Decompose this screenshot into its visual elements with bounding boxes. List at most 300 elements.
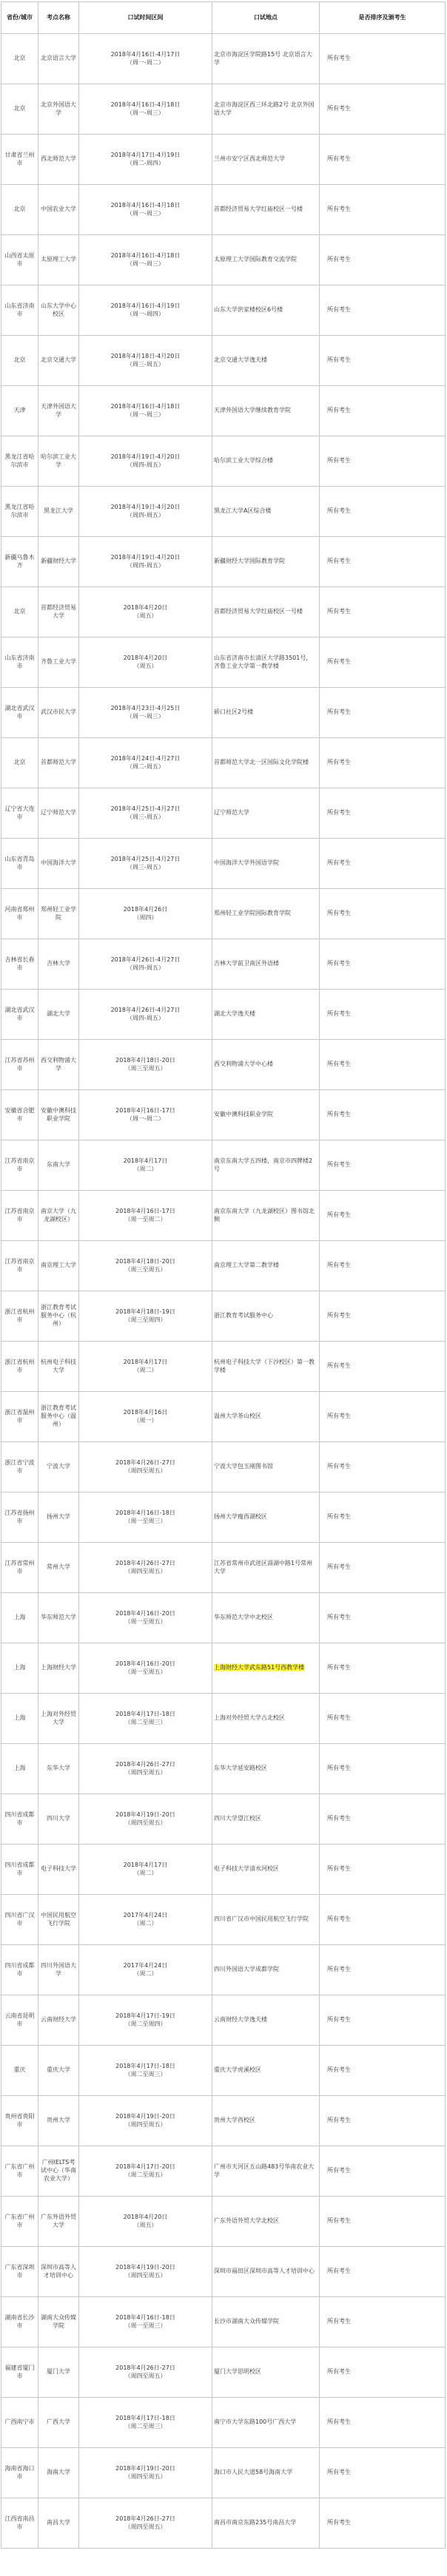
location-cell bbox=[212, 1945, 320, 1995]
location-text: 江苏省常州市武进区滆湖中路1号常州大学 bbox=[214, 1559, 313, 1575]
time-cell bbox=[79, 1845, 212, 1895]
province-cell bbox=[1, 285, 38, 336]
location-text: 辽宁师范大学 bbox=[214, 809, 249, 817]
center-text: 扬州大学 bbox=[47, 1513, 70, 1521]
center-cell bbox=[38, 1643, 79, 1694]
province-cell bbox=[1, 1744, 38, 1794]
note-text: 所有考生 bbox=[327, 1111, 351, 1118]
date-text: 2018年4月17日 bbox=[123, 1157, 168, 1164]
location-text: 西交利物浦大学中心楼 bbox=[214, 1061, 273, 1068]
time-cell bbox=[79, 1895, 212, 1945]
note-cell bbox=[320, 537, 446, 587]
date-text: 2018年4月26日-27日 bbox=[115, 1559, 175, 1566]
location-cell bbox=[212, 2297, 320, 2347]
time-cell bbox=[79, 2096, 212, 2146]
province-cell bbox=[1, 990, 38, 1040]
location-text: 北京市海淀区学院路15号 北京语言大学 bbox=[214, 50, 312, 66]
location-text: 浙江教育考试服务中心 bbox=[214, 1312, 273, 1319]
center-cell bbox=[38, 1291, 79, 1342]
province-cell bbox=[1, 2297, 38, 2347]
note-text: 所有考生 bbox=[327, 2016, 351, 2024]
note-cell bbox=[320, 1090, 446, 1140]
note-text: 所有考生 bbox=[327, 2519, 351, 2526]
location-cell bbox=[212, 1140, 320, 1191]
center-cell bbox=[38, 1543, 79, 1593]
note-cell bbox=[320, 487, 446, 537]
province-text: 安徽省合肥市 bbox=[4, 1106, 35, 1122]
center-cell bbox=[38, 1794, 79, 1845]
table-row bbox=[1, 1945, 446, 1995]
table-row bbox=[1, 1342, 446, 1392]
center-text: 天津外国语大学 bbox=[41, 402, 76, 418]
date-text: 2018年4月18日-4月20日 bbox=[110, 352, 181, 359]
center-text: 海南大学 bbox=[47, 2469, 70, 2476]
note-text: 所有考生 bbox=[327, 910, 351, 917]
note-text: 所有考生 bbox=[327, 1312, 351, 1319]
center-text: 湖北大学 bbox=[47, 1010, 70, 1018]
date-text: 2018年4月17日-18日 bbox=[115, 2414, 175, 2421]
time-cell bbox=[79, 1995, 212, 2046]
date-text: 2017年4月24日 bbox=[123, 1961, 168, 1969]
table-row bbox=[1, 990, 446, 1040]
center-cell bbox=[38, 1744, 79, 1794]
province-text: 上海 bbox=[13, 1714, 26, 1722]
date-text: 2018年4月16日-20日 bbox=[115, 1609, 175, 1617]
province-cell bbox=[1, 487, 38, 537]
date-text: 2018年4月16日-4月18日 bbox=[110, 201, 181, 209]
note-cell bbox=[320, 1543, 446, 1593]
date-text: 2017年4月24日 bbox=[123, 1911, 168, 1919]
location-cell bbox=[212, 1291, 320, 1342]
note-cell bbox=[320, 2146, 446, 2197]
location-cell bbox=[212, 1040, 320, 1090]
province-text: 广西南宁市 bbox=[4, 2418, 35, 2426]
date-text: 2018年4月17日 bbox=[123, 1861, 168, 1868]
location-text: 扬州大学瘦西湖校区 bbox=[214, 1513, 267, 1521]
table-row bbox=[1, 1392, 446, 1442]
center-cell bbox=[38, 235, 79, 285]
time-cell bbox=[79, 2297, 212, 2347]
time-cell bbox=[79, 2247, 212, 2297]
location-text: 哈尔滨工业大学综合楼 bbox=[214, 457, 273, 464]
weekday-text: （周一至周五） bbox=[124, 1668, 167, 1675]
center-text: 吉林大学 bbox=[47, 960, 70, 967]
center-cell bbox=[38, 1140, 79, 1191]
note-cell bbox=[320, 1744, 446, 1794]
center-text: 北京语言大学 bbox=[41, 55, 76, 62]
time-cell bbox=[79, 34, 212, 84]
note-cell bbox=[320, 1291, 446, 1342]
time-cell bbox=[79, 990, 212, 1040]
location-cell bbox=[212, 738, 320, 788]
location-cell bbox=[212, 1643, 320, 1694]
note-cell bbox=[320, 1895, 446, 1945]
center-text: 南昌大学 bbox=[47, 2519, 70, 2526]
weekday-text: （周三至周五） bbox=[124, 1265, 167, 1273]
note-text: 所有考生 bbox=[327, 2066, 351, 2074]
province-text: 浙江省宁波市 bbox=[4, 1458, 35, 1474]
note-cell bbox=[320, 788, 446, 839]
date-text: 2018年4月26日-27日 bbox=[115, 1458, 175, 1466]
center-text: 新疆财经大学 bbox=[41, 558, 76, 565]
date-text: 2018年4月19日-4月20日 bbox=[110, 453, 181, 460]
location-cell bbox=[212, 1995, 320, 2046]
note-text: 所有考生 bbox=[327, 1765, 351, 1772]
center-text: 常州大学 bbox=[47, 1563, 70, 1571]
time-cell bbox=[79, 939, 212, 990]
table-row bbox=[1, 2448, 446, 2498]
weekday-text: （周二） bbox=[133, 1165, 158, 1172]
location-text: 宁波大学包玉刚图书馆 bbox=[214, 1463, 273, 1470]
center-cell bbox=[38, 1895, 79, 1945]
page bbox=[1, 0, 446, 2549]
time-cell bbox=[79, 235, 212, 285]
location-cell bbox=[212, 939, 320, 990]
note-text: 所有考生 bbox=[327, 407, 351, 414]
center-cell bbox=[38, 135, 79, 185]
center-cell bbox=[38, 1492, 79, 1543]
location-text: 温州大学茶山校区 bbox=[214, 1413, 261, 1420]
date-text: 2018年4月26日-27日 bbox=[115, 2364, 175, 2371]
center-text: 北京外国语大学 bbox=[41, 101, 76, 116]
weekday-text: （周二-周四） bbox=[127, 159, 164, 166]
weekday-text: （周四至周五） bbox=[124, 2372, 167, 2379]
date-text: 2018年4月19日-4月20日 bbox=[110, 553, 181, 561]
center-text: 上海财经大学 bbox=[41, 1664, 76, 1671]
note-cell bbox=[320, 2247, 446, 2297]
time-cell bbox=[79, 1744, 212, 1794]
table-row bbox=[1, 587, 446, 638]
province-cell bbox=[1, 839, 38, 889]
time-cell bbox=[79, 2146, 212, 2197]
time-cell bbox=[79, 1040, 212, 1090]
province-text: 江苏省南京市 bbox=[4, 1157, 35, 1172]
table-row bbox=[1, 235, 446, 285]
center-text: 广州IELTS考试中心（华南农业大学） bbox=[41, 2159, 76, 2182]
note-text: 所有考生 bbox=[327, 1916, 351, 1923]
weekday-text: （周二） bbox=[133, 1919, 158, 1927]
date-text: 2018年4月17日-18日 bbox=[115, 2062, 175, 2069]
weekday-text: （周一-周三） bbox=[127, 109, 164, 116]
header-row bbox=[1, 2, 446, 34]
weekday-text: （周二至周三） bbox=[124, 2422, 167, 2430]
location-cell bbox=[212, 537, 320, 587]
center-text: 杭州电子科技大学 bbox=[41, 1358, 76, 1373]
province-cell bbox=[1, 1694, 38, 1744]
note-text: 所有考生 bbox=[327, 608, 351, 615]
center-text: 中国海洋大学 bbox=[41, 859, 76, 867]
location-text: 天津外国语大学继续教育学院 bbox=[214, 407, 291, 414]
note-cell bbox=[320, 1995, 446, 2046]
center-cell bbox=[38, 436, 79, 487]
note-text: 所有考生 bbox=[327, 206, 351, 213]
location-text: 首都经济贸易大学红庙校区一号楼 bbox=[214, 206, 303, 213]
table-row bbox=[1, 939, 446, 990]
center-cell bbox=[38, 185, 79, 235]
table-row bbox=[1, 2398, 446, 2448]
location-text: 南京东南大学五四楼，南京市四牌楼2号 bbox=[214, 1157, 313, 1172]
weekday-text: （周三-周五） bbox=[127, 360, 164, 368]
province-cell bbox=[1, 2046, 38, 2096]
center-cell bbox=[38, 1342, 79, 1392]
center-text: 广东外语外贸大学 bbox=[41, 2213, 76, 2228]
province-cell bbox=[1, 1492, 38, 1543]
note-cell bbox=[320, 1945, 446, 1995]
note-cell bbox=[320, 386, 446, 436]
time-cell bbox=[79, 2197, 212, 2247]
date-text: 2018年4月24日-4月27日 bbox=[110, 754, 181, 762]
note-cell bbox=[320, 2448, 446, 2498]
center-text: 宁波大学 bbox=[47, 1463, 70, 1470]
weekday-text: （周四-周五） bbox=[127, 561, 164, 569]
province-text: 新疆乌鲁木齐 bbox=[4, 553, 35, 569]
province-cell bbox=[1, 638, 38, 688]
center-text: 深圳市高等人才培训中心 bbox=[41, 2263, 76, 2279]
time-cell bbox=[79, 839, 212, 889]
weekday-text: （周四至周五） bbox=[124, 1467, 167, 1474]
province-text: 辽宁省大连市 bbox=[4, 805, 35, 820]
date-text: 2018年4月26日-4月27日 bbox=[110, 1006, 181, 1013]
center-text: 西交利物浦大学 bbox=[41, 1056, 76, 1072]
table-row bbox=[1, 1744, 446, 1794]
date-text: 2018年4月17日 bbox=[123, 1358, 168, 1365]
province-text: 海南省海口市 bbox=[4, 2464, 35, 2480]
note-cell bbox=[320, 1241, 446, 1291]
note-cell bbox=[320, 84, 446, 135]
location-cell bbox=[212, 638, 320, 688]
center-cell bbox=[38, 1241, 79, 1291]
center-text: 齐鲁工业大学 bbox=[41, 658, 76, 666]
province-text: 山东省青岛市 bbox=[4, 855, 35, 871]
date-text: 2018年4月16日-20日 bbox=[115, 1660, 175, 1667]
location-text: 南昌市南京东路235号南昌大学 bbox=[214, 2519, 297, 2526]
province-cell bbox=[1, 1090, 38, 1140]
center-cell bbox=[38, 738, 79, 788]
location-cell bbox=[212, 2498, 320, 2549]
province-cell bbox=[1, 1140, 38, 1191]
note-text: 所有考生 bbox=[327, 1664, 351, 1671]
province-text: 北京 bbox=[13, 759, 26, 766]
table-header bbox=[1, 2, 446, 34]
province-cell bbox=[1, 436, 38, 487]
time-cell bbox=[79, 1392, 212, 1442]
note-cell bbox=[320, 839, 446, 889]
center-text: 重庆大学 bbox=[47, 2066, 70, 2074]
table-row bbox=[1, 1040, 446, 1090]
weekday-text: （周一至周五） bbox=[124, 1617, 167, 1625]
date-text: 2018年4月19日-20日 bbox=[115, 2464, 175, 2472]
center-text: 北京交通大学 bbox=[41, 356, 76, 364]
time-cell bbox=[79, 1945, 212, 1995]
province-text: 重庆 bbox=[13, 2066, 26, 2074]
weekday-text: （周五） bbox=[133, 612, 158, 619]
location-cell bbox=[212, 1845, 320, 1895]
table-row bbox=[1, 386, 446, 436]
center-cell bbox=[38, 1040, 79, 1090]
note-text: 所有考生 bbox=[327, 1714, 351, 1722]
note-cell bbox=[320, 1593, 446, 1643]
table-row bbox=[1, 1543, 446, 1593]
center-cell bbox=[38, 285, 79, 336]
table-row bbox=[1, 185, 446, 235]
center-text: 四川大学 bbox=[47, 1815, 70, 1822]
time-cell bbox=[79, 1442, 212, 1492]
time-cell bbox=[79, 738, 212, 788]
weekday-text: （周三-周五） bbox=[127, 863, 164, 871]
location-text: 山东省济南市长清区大学路3501号，齐鲁工业大学第一教学楼 bbox=[214, 654, 312, 669]
date-text: 2018年4月16日-17日 bbox=[115, 1207, 175, 1214]
province-text: 上海 bbox=[13, 1664, 26, 1671]
date-text: 2018年4月16日-4月19日 bbox=[110, 302, 181, 309]
province-cell bbox=[1, 1291, 38, 1342]
center-cell bbox=[38, 587, 79, 638]
center-cell bbox=[38, 889, 79, 939]
note-text: 所有考生 bbox=[327, 809, 351, 817]
date-text: 2018年4月16日-18日 bbox=[115, 2313, 175, 2321]
date-text: 2018年4月19日-20日 bbox=[115, 2263, 175, 2271]
location-cell bbox=[212, 839, 320, 889]
note-text: 所有考生 bbox=[327, 1061, 351, 1068]
center-text: 中国民用航空飞行学院 bbox=[41, 1911, 76, 1927]
location-text: 广州市天河区五山路483号华南农业大学 bbox=[214, 2163, 315, 2178]
note-cell bbox=[320, 990, 446, 1040]
note-text: 所有考生 bbox=[327, 2418, 351, 2426]
location-cell bbox=[212, 436, 320, 487]
province-text: 天津 bbox=[13, 407, 26, 414]
location-cell bbox=[212, 1744, 320, 1794]
note-text: 所有考生 bbox=[327, 2268, 351, 2275]
note-text: 所有考生 bbox=[327, 759, 351, 766]
location-cell bbox=[212, 235, 320, 285]
note-cell bbox=[320, 2297, 446, 2347]
province-text: 云南省昆明市 bbox=[4, 2012, 35, 2027]
time-cell bbox=[79, 336, 212, 386]
province-text: 山东省济南市 bbox=[4, 302, 35, 317]
province-cell bbox=[1, 2096, 38, 2146]
note-text: 所有考生 bbox=[327, 507, 351, 515]
note-text: 所有考生 bbox=[327, 155, 351, 163]
province-text: 黑龙江省哈尔滨市 bbox=[4, 453, 35, 468]
table-row bbox=[1, 537, 446, 587]
time-cell bbox=[79, 1241, 212, 1291]
table-row bbox=[1, 1140, 446, 1191]
center-cell bbox=[38, 1945, 79, 1995]
date-text: 2018年4月19日-20日 bbox=[115, 1811, 175, 1818]
note-cell bbox=[320, 688, 446, 738]
location-text: 电子科技大学清水河校区 bbox=[214, 1865, 279, 1873]
location-cell bbox=[212, 185, 320, 235]
weekday-text: （周一至周三） bbox=[124, 1517, 167, 1524]
location-cell bbox=[212, 1492, 320, 1543]
province-text: 山东省济南市 bbox=[4, 654, 35, 669]
weekday-text: （周四至周五） bbox=[124, 2523, 167, 2530]
weekday-text: （周一-周三） bbox=[127, 209, 164, 217]
table-row bbox=[1, 34, 446, 84]
location-cell bbox=[212, 688, 320, 738]
weekday-text: （周二至周三） bbox=[124, 2070, 167, 2078]
time-cell bbox=[79, 587, 212, 638]
province-text: 湖北省武汉市 bbox=[4, 1006, 35, 1021]
province-text: 广东省广州市 bbox=[4, 2163, 35, 2178]
location-text: 东华大学延安路校区 bbox=[214, 1765, 267, 1772]
location-cell bbox=[212, 135, 320, 185]
province-text: 黑龙江省哈尔滨市 bbox=[4, 503, 35, 518]
location-cell bbox=[212, 336, 320, 386]
center-text: 浙江教育考试服务中心（温州） bbox=[41, 1404, 76, 1427]
center-text: 郑州轻工业学院 bbox=[41, 905, 76, 921]
province-cell bbox=[1, 1392, 38, 1442]
note-text: 所有考生 bbox=[327, 55, 351, 62]
time-cell bbox=[79, 1291, 212, 1342]
date-text: 2018年4月17日-19日 bbox=[115, 2012, 175, 2019]
province-text: 贵州省贵阳市 bbox=[4, 2112, 35, 2128]
province-cell bbox=[1, 1643, 38, 1694]
center-cell bbox=[38, 2247, 79, 2297]
note-text: 所有考生 bbox=[327, 1513, 351, 1521]
location-text: 南京东南大学（九龙湖校区）图书馆北侧 bbox=[214, 1207, 315, 1223]
location-text: 湖北大学逸夫楼 bbox=[214, 1010, 255, 1018]
location-cell bbox=[212, 487, 320, 537]
time-cell bbox=[79, 1492, 212, 1543]
note-text: 所有考生 bbox=[327, 1463, 351, 1470]
province-text: 北京 bbox=[13, 105, 26, 112]
note-cell bbox=[320, 2046, 446, 2096]
location-cell bbox=[212, 1090, 320, 1140]
time-cell bbox=[79, 1342, 212, 1392]
note-cell bbox=[320, 738, 446, 788]
center-cell bbox=[38, 487, 79, 537]
location-text: 四川外国语大学成都学院 bbox=[214, 1966, 279, 1973]
time-cell bbox=[79, 1794, 212, 1845]
province-text: 浙江省杭州市 bbox=[4, 1358, 35, 1373]
date-text: 2018年4月20日 bbox=[123, 654, 168, 661]
note-text: 所有考生 bbox=[327, 960, 351, 967]
center-text: 南京理工大学 bbox=[41, 1262, 76, 1269]
header-center: 考点名称 bbox=[38, 2, 79, 34]
center-cell bbox=[38, 2347, 79, 2398]
note-text: 所有考生 bbox=[327, 2217, 351, 2225]
location-cell bbox=[212, 1543, 320, 1593]
time-cell bbox=[79, 537, 212, 587]
center-cell bbox=[38, 2398, 79, 2448]
center-text: 中国农业大学 bbox=[41, 206, 76, 213]
province-cell bbox=[1, 1945, 38, 1995]
location-cell bbox=[212, 2247, 320, 2297]
time-cell bbox=[79, 135, 212, 185]
location-text: 广东外语外贸大学北校区 bbox=[214, 2217, 279, 2225]
province-cell bbox=[1, 1543, 38, 1593]
location-text: 郑州轻工业学院国际教育学院 bbox=[214, 910, 291, 917]
note-text: 所有考生 bbox=[327, 658, 351, 666]
province-text: 浙江省杭州市 bbox=[4, 1308, 35, 1323]
time-cell bbox=[79, 1140, 212, 1191]
note-cell bbox=[320, 2498, 446, 2549]
table-row bbox=[1, 1845, 446, 1895]
location-text: 黑龙江大学A区综合楼 bbox=[214, 507, 272, 515]
note-cell bbox=[320, 939, 446, 990]
province-cell bbox=[1, 84, 38, 135]
time-cell bbox=[79, 1090, 212, 1140]
note-cell bbox=[320, 1191, 446, 1241]
table-row bbox=[1, 2247, 446, 2297]
location-cell bbox=[212, 788, 320, 839]
center-cell bbox=[38, 336, 79, 386]
note-text: 所有考生 bbox=[327, 1563, 351, 1571]
location-cell bbox=[212, 2398, 320, 2448]
time-cell bbox=[79, 1593, 212, 1643]
table-row bbox=[1, 2046, 446, 2096]
province-text: 北京 bbox=[13, 608, 26, 615]
